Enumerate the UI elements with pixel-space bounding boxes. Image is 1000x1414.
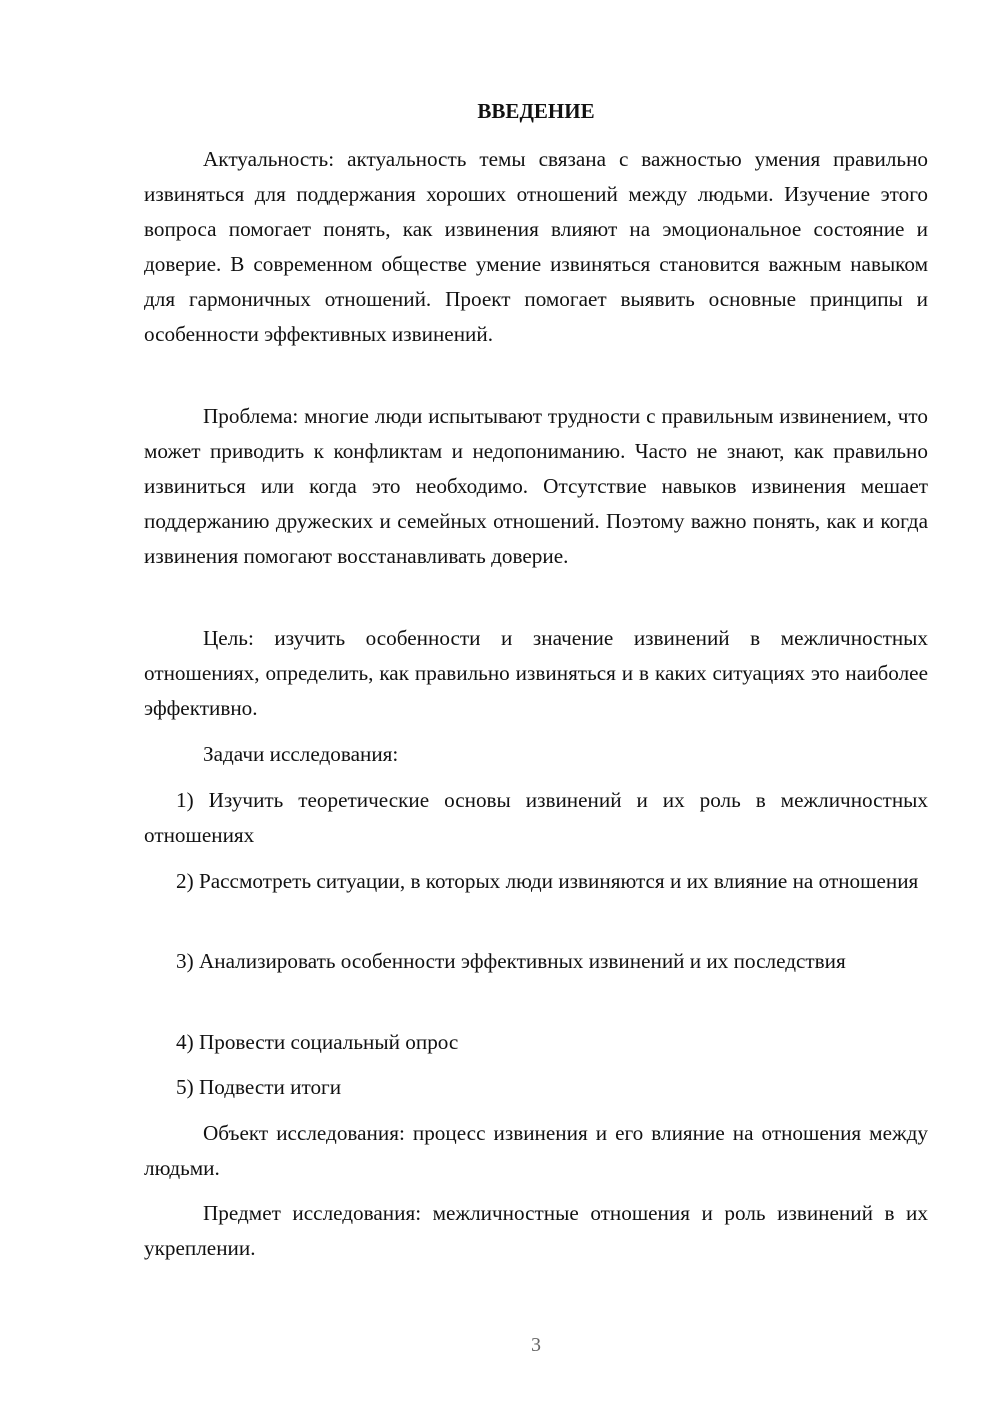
task-item-4: 4) Провести социальный опрос (176, 1030, 459, 1054)
page-number: 3 (531, 1334, 541, 1356)
task-item-2: 2) Рассмотреть ситуации, в которых люди извиняются и их влияние на отношения (176, 869, 919, 893)
paragraph-tasks-heading: Задачи исследования: (203, 742, 399, 766)
paragraph-object: Объект исследования: процесс извинения и его влияние на отношения между людьми. (144, 1121, 928, 1181)
task-item-5: 5) Подвести итоги (176, 1075, 342, 1099)
paragraph-relevance: Актуальность: актуальность темы связана с важностью умения правильно извиняться для поддержания хороших отношений между людьми. Изучение этого вопроса помогает понять, как извинения влияют на эмоциональное состояние и доверие. В современном обществе умение извиняться становится важным навыком для гармоничных отношений. Проект помогает выявить основные принципы и особенности эффективных извинений. (144, 147, 928, 347)
task-item-1: 1) Изучить теоретические основы извинений и их роль в межличностных отношениях (144, 788, 928, 848)
paragraph-problem: Проблема: многие люди испытывают трудности с правильным извинением, что может приводить к конфликтам и недопониманию. Часто не знают, как правильно извиниться или когда это необходимо. Отсутствие навыков извинения мешает поддержанию дружеских и семейных отношений. Поэтому важно понять, как и когда извинения помогают восстанавливать доверие. (144, 404, 928, 569)
page-title: ВВЕДЕНИЕ (477, 99, 595, 123)
paragraph-goal: Цель: изучить особенности и значение извинений в межличностных отношениях, определить, как правильно извиняться и в каких ситуациях это наиболее эффективно. (144, 626, 928, 721)
task-item-3: 3) Анализировать особенности эффективных извинений и их последствия (176, 949, 846, 973)
paragraph-subject: Предмет исследования: межличностные отношения и роль извинений в их укреплении. (144, 1201, 928, 1261)
